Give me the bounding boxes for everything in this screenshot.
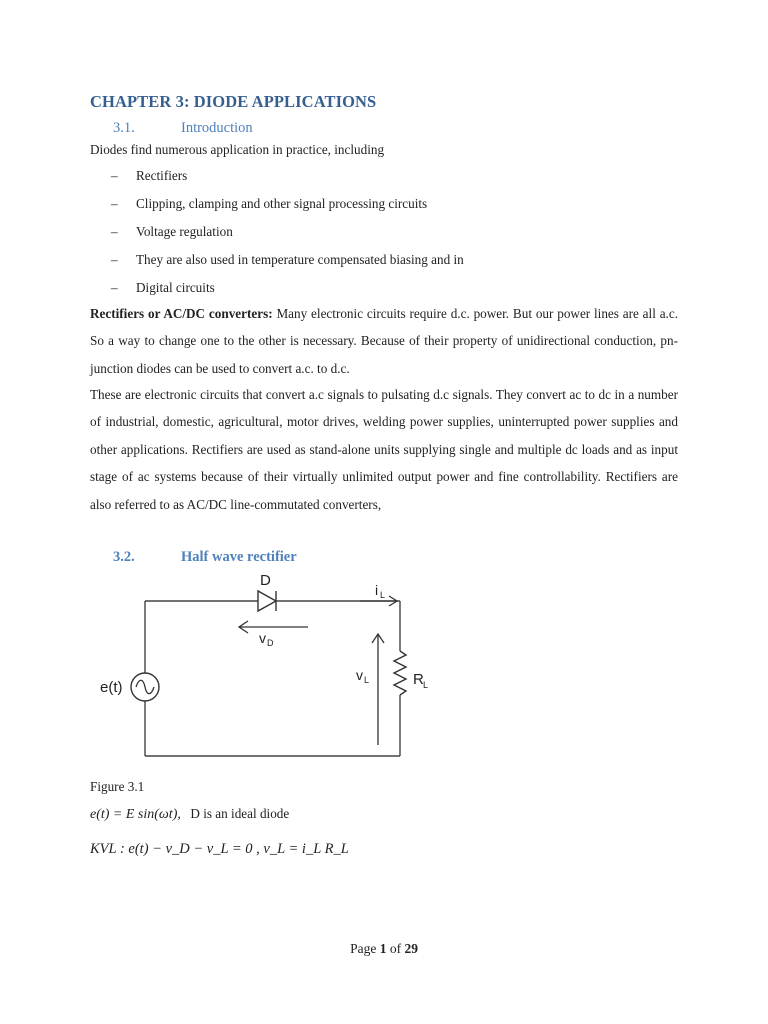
equation-2: KVL : e(t) − v_D − v_L = 0 , v_L = i_L R_L <box>90 841 349 857</box>
footer-total-pages: 29 <box>404 941 418 956</box>
ac-source-symbol <box>131 673 159 701</box>
footer-of-word: of <box>389 941 402 956</box>
circuit-diagram <box>0 565 768 765</box>
vl-label: v <box>356 667 363 683</box>
equation-1 <box>90 806 289 823</box>
figure-caption: Figure 3.1 <box>90 779 145 794</box>
intro-text: Diodes find numerous application in practice, including <box>90 142 385 157</box>
list-item: Voltage regulation <box>136 224 233 239</box>
current-label: i <box>375 582 379 598</box>
second-paragraph: These are electronic circuits that convert a.c signals to pulsating d.c signals. They convert ac to dc in a number of industrial, domestic, agricultural, motor drives, welding power supplies, uninterrupted power supplies and other applications. Rectifiers are used as stand-alone units supplying single and multiple dc loads and as input stage of ac systems because of their virtually unlimited output power and fine controllability. Rectifiers are also referred to as AC/DC line-commutated converters, <box>90 387 678 512</box>
equation-1-math: e(t) = E sin(ωt), <box>90 807 181 822</box>
vl-arrow <box>372 634 384 745</box>
footer-page-number: 1 <box>379 941 387 956</box>
rl-label: R <box>413 671 424 688</box>
bullet-marker: – <box>111 280 118 295</box>
current-arrow <box>360 596 397 606</box>
rectifiers-paragraph <box>90 300 678 382</box>
section-title: Introduction <box>181 120 253 136</box>
list-item: Rectifiers <box>136 168 188 183</box>
current-label-sub: L <box>380 590 386 600</box>
resistor-symbol <box>394 651 406 695</box>
footer-page-word: Page <box>350 941 377 956</box>
bullet-marker: – <box>111 252 118 267</box>
diode-label: D <box>260 572 271 589</box>
equation-1-text: D is an ideal diode <box>190 806 290 821</box>
section-number: 3.2. <box>113 549 135 565</box>
section-number: 3.1. <box>113 120 135 136</box>
bullet-marker: – <box>111 168 118 183</box>
chapter-title: CHAPTER 3: DIODE APPLICATIONS <box>90 92 377 111</box>
list-item: They are also used in temperature compensated biasing and in <box>136 252 464 267</box>
list-item: Clipping, clamping and other signal processing circuits <box>136 196 428 211</box>
source-label: e(t) <box>100 679 123 696</box>
bullet-marker: – <box>111 196 118 211</box>
section-title-half-wave <box>181 548 297 566</box>
vd-label-sub: D <box>267 638 274 648</box>
section-heading-3-2 <box>113 548 135 566</box>
rectifiers-text: Many electronic circuits require d.c. power. But our power lines are all a.c. So a way to change one to the other is necessary. Because of their property of unidirectional conduction, pn-junction diodes can be used to convert a.c. to d.c. <box>90 306 679 376</box>
vd-arrow <box>239 621 308 633</box>
rectifiers-lead: Rectifiers or AC/DC converters: <box>90 306 273 321</box>
list-item: Digital circuits <box>136 280 215 295</box>
section-title: Half wave rectifier <box>181 549 297 565</box>
rl-label-sub: L <box>423 680 429 690</box>
vd-label: v <box>259 630 266 646</box>
bullet-marker: – <box>111 224 118 239</box>
section-title-introduction <box>181 119 253 137</box>
page-footer <box>0 941 768 957</box>
vl-label-sub: L <box>364 675 370 685</box>
section-heading-3-1 <box>113 119 135 137</box>
diode-symbol <box>258 591 276 611</box>
